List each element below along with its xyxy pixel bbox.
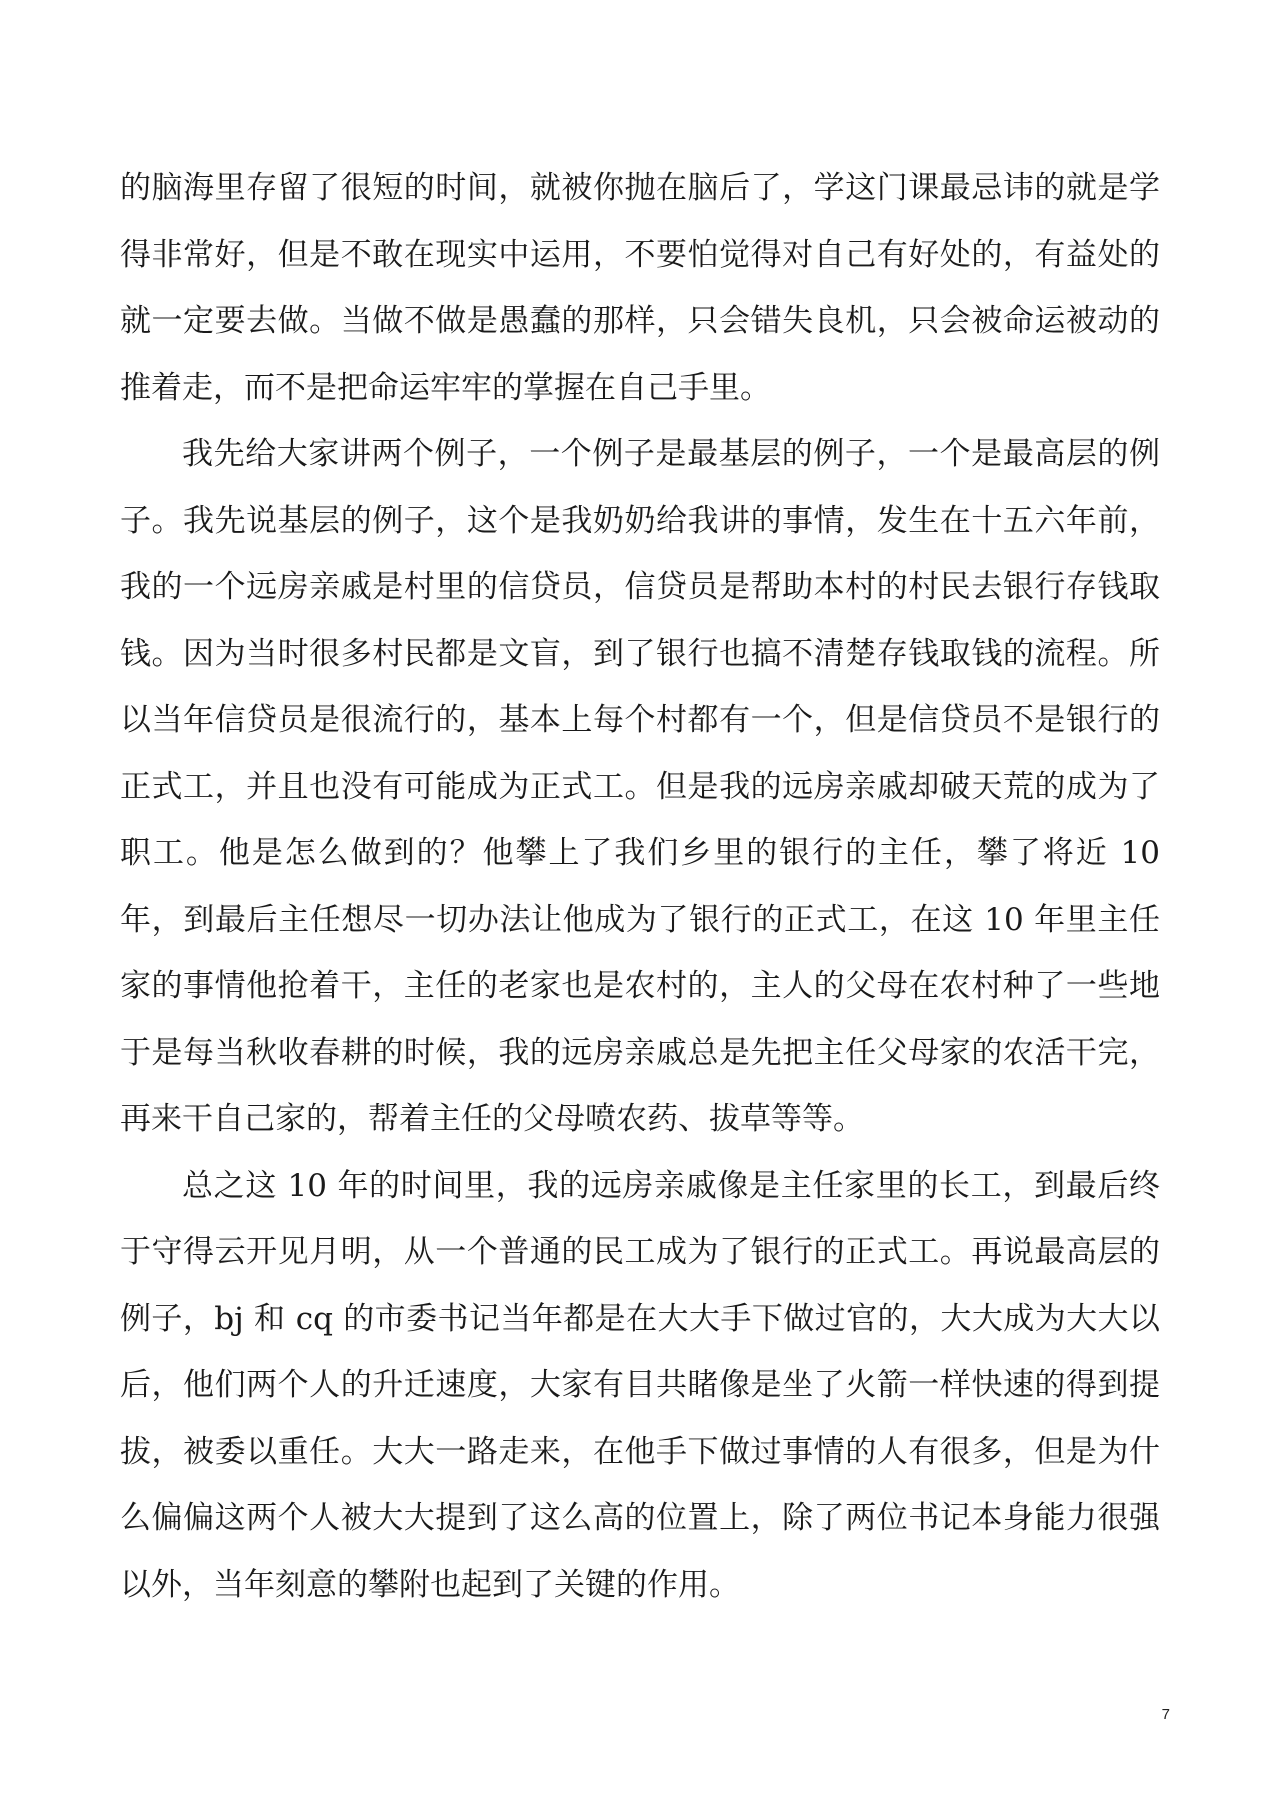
paragraph-continued: 的脑海里存留了很短的时间，就被你抛在脑后了，学这门课最忌讳的就是学得非常好，但是不敢在现实中运用，不要怕觉得对自己有好处的，有益处的就一定要去做。当做不做是愚蠢的那样，只会错失良机，只会被命运被动的推着走，而不是把命运牢牢的掌握在自己手里。 <box>120 170 1160 406</box>
paragraph-conclusion: 总之这 10 年的时间里，我的远房亲戚像是主任家里的长工，到最后终于守得云开见月明，从一个普通的民工成为了银行的正式工。再说最高层的例子，bj 和 cq 的市委书记当年都是在大大手下做过官的，大大成为大大以后，他们两个人的升迁速度，大家有目共睹像是坐了火箭一样快速的得到提拔，被委以重任。大大一路走来，在他手下做过事情的人有很多，但是为什么偏偏这两个人被大大提到了这么高的位置上，除了两位书记本身能力很强以外，当年刻意的攀附也起到了关键的作用。 <box>120 1167 1160 1603</box>
page-number: 7 <box>1161 1706 1170 1723</box>
body-text <box>120 155 1160 1618</box>
paragraph-two-examples: 我先给大家讲两个例子，一个例子是最基层的例子，一个是最高层的例子。我先说基层的例子，这个是我奶奶给我讲的事情，发生在十五六年前，我的一个远房亲戚是村里的信贷员，信贷员是帮助本村的村民去银行存钱取钱。因为当时很多村民都是文盲，到了银行也搞不清楚存钱取钱的流程。所以当年信贷员是很流行的，基本上每个村都有一个，但是信贷员不是银行的正式工，并且也没有可能成为正式工。但是我的远房亲戚却破天荒的成为了职工。他是怎么做到的？他攀上了我们乡里的银行的主任，攀了将近 10 年，到最后主任想尽一切办法让他成为了银行的正式工，在这 10 年里主任家的事情他抢着干，主任的老家也是农村的，主人的父母在农村种了一些地于是每当秋收春耕的时候，我的远房亲戚总是先把主任父母家的农活干完，再来干自己家的，帮着主任的父母喷农药、拔草等等。 <box>120 436 1160 1137</box>
